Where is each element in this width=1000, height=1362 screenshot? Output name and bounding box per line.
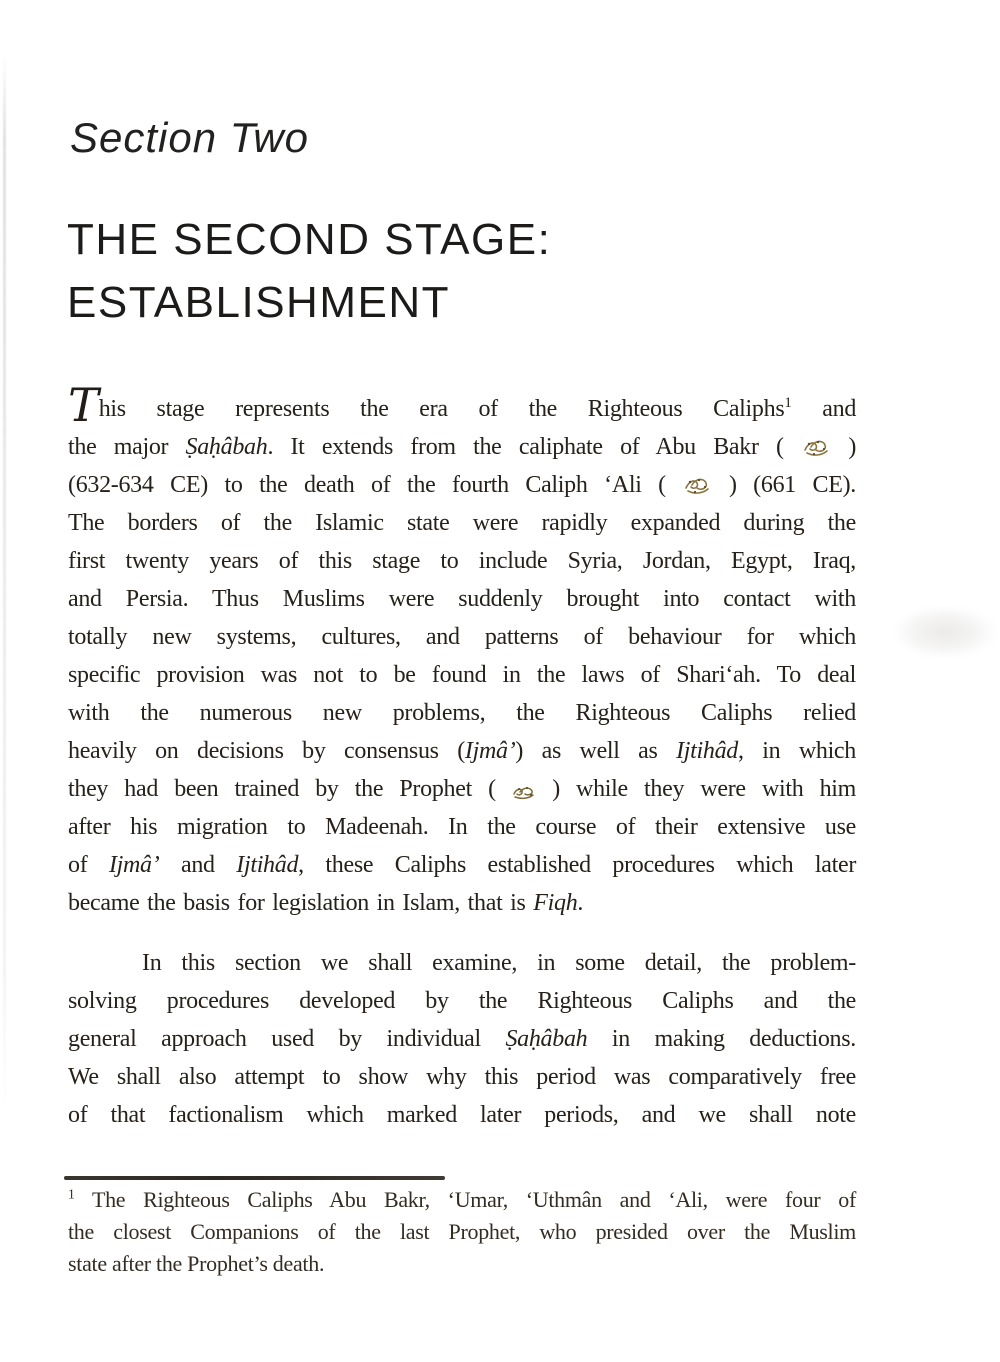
text-segment: his stage represents the era of the Righteous Caliphs	[98, 396, 785, 422]
footnote	[68, 1184, 856, 1280]
text-segment: ) (661 CE).	[728, 472, 856, 498]
text-segment: the major	[68, 434, 186, 460]
text-line	[68, 580, 856, 618]
scan-smudge-artifact	[893, 606, 997, 658]
text-line	[68, 1184, 856, 1216]
text-segment: in making deductions.	[587, 1026, 856, 1052]
text-line	[68, 694, 856, 732]
text-segment: of that factionalism which marked later periods, and we shall note	[68, 1102, 856, 1128]
footnote-marker: 1	[68, 1186, 75, 1202]
text-line	[68, 732, 856, 770]
section-label: Section Two	[70, 114, 309, 161]
text-segment: , these Caliphs established procedures which later	[298, 852, 857, 878]
text-segment: heavily on decisions by consensus (	[68, 738, 465, 764]
scan-edge-artifact	[3, 55, 6, 1115]
text-segment: with the numerous new problems, the Righteous Caliphs relied	[68, 700, 856, 726]
text-segment: ) while they were with him	[552, 776, 857, 802]
body-paragraph-2	[68, 944, 856, 1134]
text-line	[68, 428, 856, 466]
text-segment: of	[68, 852, 109, 878]
text-segment: (632-634 CE) to the death of the fourth Caliph ‘Ali (	[68, 472, 683, 498]
text-line	[68, 618, 856, 656]
text-line	[68, 770, 856, 808]
text-line	[68, 1020, 856, 1058]
text-line	[68, 846, 856, 884]
italic-term: Ṣaḥâbah	[505, 1026, 588, 1052]
text-line	[68, 656, 856, 694]
text-segment: and Persia. Thus Muslims were suddenly brought into contact with	[68, 586, 856, 612]
text-segment: first twenty years of this stage to include Syria, Jordan, Egypt, Iraq,	[68, 548, 856, 574]
text-line	[68, 1096, 856, 1134]
drop-cap: T	[68, 378, 98, 432]
text-segment: The Righteous Caliphs Abu Bakr, ‘Umar, ‘Uthmân and ‘Ali, were four of	[74, 1187, 856, 1212]
text-line	[68, 884, 856, 922]
text-segment: solving procedures developed by the Righteous Caliphs and the	[68, 988, 856, 1014]
italic-term: Fiqh	[533, 890, 578, 916]
honorific-radi-icon	[682, 474, 712, 496]
text-line	[68, 378, 857, 432]
text-segment: The borders of the Islamic state were rapidly expanded during the	[68, 510, 856, 536]
italic-term: Ijmâ’	[464, 738, 516, 764]
text-segment: state after the Prophet’s death.	[68, 1251, 325, 1276]
honorific-radi-icon	[801, 436, 831, 458]
text-line	[68, 944, 856, 982]
text-segment: )	[848, 434, 857, 460]
text-line	[68, 542, 856, 580]
text-segment: .	[577, 890, 584, 916]
chapter-title-line-1: THE SECOND STAGE:	[67, 215, 552, 264]
italic-term: Ṣaḥâbah	[185, 434, 268, 460]
text-segment: became the basis for legislation in Islam, that is	[68, 890, 534, 916]
text-line	[68, 504, 856, 542]
body-paragraph-1	[68, 378, 857, 922]
honorific-pbuh-icon	[512, 783, 536, 800]
text-line	[68, 1216, 856, 1248]
chapter-title-line-2: ESTABLISHMENT	[67, 278, 450, 327]
text-segment: In this section we shall examine, in some detail, the problem-	[142, 950, 856, 976]
text-line	[68, 808, 856, 846]
italic-term: Ijtihâd	[236, 852, 299, 878]
text-segment: specific provision was not to be found in the laws of Shari‘ah. To deal	[68, 662, 856, 688]
text-line	[68, 466, 856, 504]
text-segment: We shall also attempt to show why this period was comparatively free	[68, 1064, 856, 1090]
footnote-marker: 1	[784, 395, 792, 411]
text-segment: ) as well as	[515, 738, 677, 764]
text-line	[68, 1058, 856, 1096]
text-segment: the closest Companions of the last Prophet, who presided over the Muslim	[68, 1219, 856, 1244]
text-line	[68, 982, 856, 1020]
text-line	[68, 1248, 856, 1280]
chapter-title	[67, 208, 551, 334]
text-segment: totally new systems, cultures, and patterns of behaviour for which	[68, 624, 856, 650]
footnote-rule	[64, 1176, 445, 1180]
text-segment: general approach used by individual	[68, 1026, 506, 1052]
text-segment: after his migration to Madeenah. In the course of their extensive use	[68, 814, 856, 840]
italic-term: Ijmâ’	[108, 852, 160, 878]
italic-term: Ijtihâd	[676, 738, 739, 764]
text-segment: , in which	[738, 738, 856, 764]
text-segment: they had been trained by the Prophet (	[68, 776, 496, 802]
text-segment: and	[159, 852, 237, 878]
text-segment: and	[791, 396, 857, 422]
text-segment: . It extends from the caliphate of Abu Bakr (	[267, 434, 801, 460]
